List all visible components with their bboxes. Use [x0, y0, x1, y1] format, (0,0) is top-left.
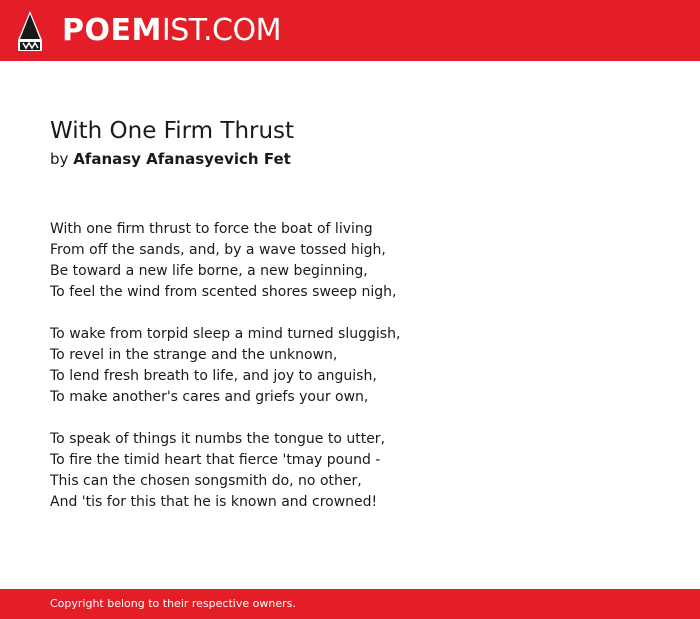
- poem-line: To make another's cares and griefs your own,: [50, 389, 369, 405]
- site-logo[interactable]: [62, 13, 281, 49]
- poem-line: And 'tis for this that he is known and crowned!: [50, 494, 378, 510]
- poem-title: With One Firm Thrust: [50, 118, 295, 144]
- copyright-text: Copyright belong to their respective owners.: [50, 597, 296, 610]
- site-header: [0, 0, 700, 61]
- poem-line: With one firm thrust to force the boat of living: [50, 221, 373, 237]
- logo-light-text: IST.COM: [161, 13, 281, 48]
- poem-line: To speak of things it numbs the tongue to utter,: [50, 431, 386, 447]
- poem-line: To feel the wind from scented shores sweep nigh,: [50, 284, 397, 300]
- poem-line: This can the chosen songsmith do, no other,: [50, 473, 362, 489]
- stanza-2: [50, 324, 400, 408]
- poem-line: From off the sands, and, by a wave tossed high,: [50, 242, 386, 258]
- site-footer: [0, 589, 700, 619]
- pencil-tip-icon[interactable]: [17, 10, 43, 52]
- logo-bold-text: POEM: [62, 13, 162, 48]
- poem-line: To lend fresh breath to life, and joy to anguish,: [50, 368, 377, 384]
- by-label: by: [50, 150, 69, 168]
- poem-body: [50, 219, 400, 534]
- stanza-3: [50, 429, 400, 513]
- poem-line: To fire the timid heart that fierce 'tmay pound -: [50, 452, 381, 468]
- poem-byline: [50, 149, 291, 169]
- stanza-1: [50, 219, 400, 303]
- poem-author: Afanasy Afanasyevich Fet: [73, 150, 291, 168]
- poem-line: Be toward a new life borne, a new beginning,: [50, 263, 368, 279]
- poem-line: To wake from torpid sleep a mind turned sluggish,: [50, 326, 401, 342]
- poem-line: To revel in the strange and the unknown,: [50, 347, 338, 363]
